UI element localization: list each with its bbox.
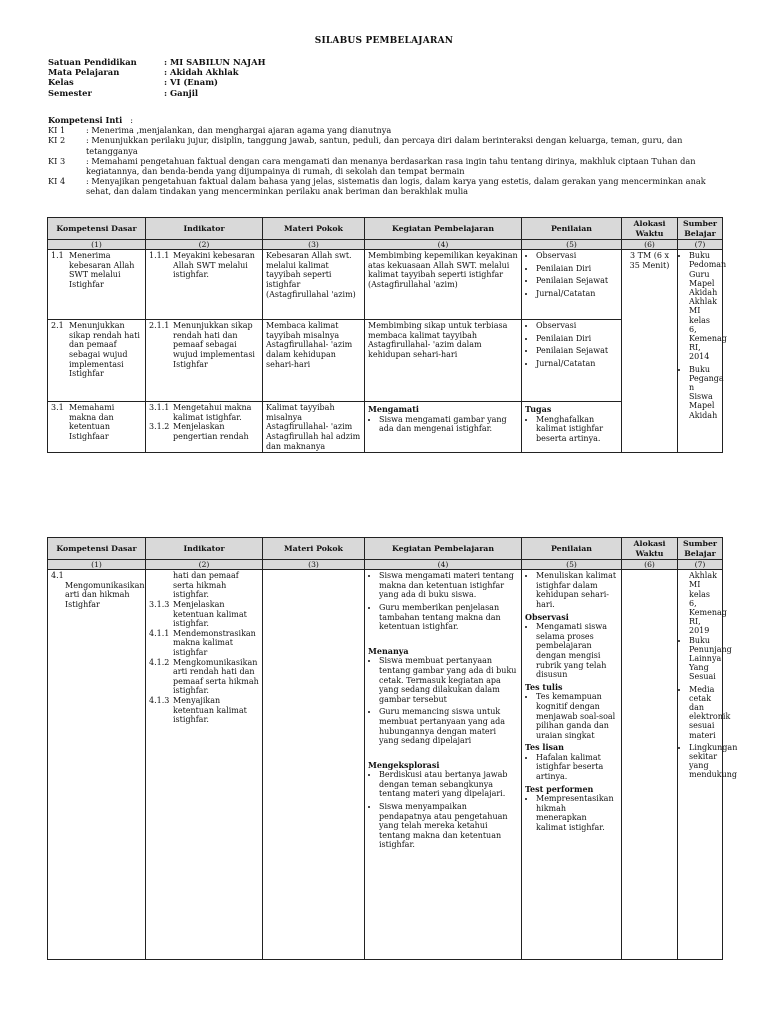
table-header-row: [48, 538, 723, 560]
penilaian-cell: [522, 570, 622, 960]
list-item: • Penilaian Diri: [536, 334, 618, 344]
meta-label: Satuan Pendidikan: [48, 57, 137, 67]
indikator-number: 1.1.1: [149, 251, 170, 261]
col-number: (5): [522, 240, 622, 250]
meta-value: : VI (Enam): [164, 77, 219, 88]
indikator-number: 4.1.3: [149, 695, 170, 705]
table-row: [48, 250, 723, 320]
list-item: • Mengamati siswa selama proses pembelajaran dengan mengisi rubrik yang telah disusun: [536, 622, 618, 680]
table-row: [48, 320, 723, 402]
ki-text: : Menyajikan pengetahuan faktual dalam bahasa yang jelas, sistematis dan logis, dalam karya yang estetis, dalam gerakan yang mencerminkan anak sehat, dan dalam tindakan yang mencerminkan perilaku anak beriman dan berakhlak mulia: [86, 176, 706, 197]
section-label: Test performen: [525, 783, 594, 794]
alokasi-cell: 3 TM (6 x 35 Menit): [622, 250, 678, 453]
list-item: • Jurnal/Catatan: [536, 289, 618, 299]
col-number: (7): [678, 560, 723, 570]
kd-number: 4.1: [51, 571, 64, 581]
indikator-text: Menjelaskan pengertian rendah: [173, 422, 249, 441]
indikator-number: 4.1.1: [149, 628, 170, 638]
ki-code: KI 4: [48, 176, 66, 187]
list-item: • Observasi: [536, 251, 618, 261]
header-penilaian: Penilaian: [522, 218, 622, 240]
list-item: • Siswa membuat pertanyaan tentang gambar yang ada di buku cetak. Termasuk kegiatan apa yang sedang dilakukan dalam gambar tersebut: [379, 656, 518, 704]
indikator-text: Mengkomunikasikan arti rendah hati dan pemaaf serta hikmah istighfar.: [173, 657, 259, 696]
list-item: • Lingkungan sekitar yang mendukung: [689, 743, 719, 780]
sumber-cell: [678, 250, 727, 453]
kd-text: Memahami makna dan ketentuan Istighfaar: [69, 403, 115, 441]
header-sumber: Sumber Belajar: [678, 538, 723, 560]
kegiatan-cell: [365, 402, 522, 453]
kd-text: Menerima kebesaran Allah SWT melalui Istighfar: [69, 251, 135, 289]
ki-item: [48, 156, 728, 176]
ki-item: [48, 125, 728, 135]
meta-label: Mata Pelajaran: [48, 67, 120, 78]
indikator-text: hati dan pemaaf serta hikmah istighfar.: [173, 571, 239, 600]
section-label: Observasi: [525, 611, 569, 622]
ki-text: : Memahami pengetahuan faktual dengan cara mengamati dan menanya berdasarkan rasa ingin tahu tentang dirinya, makhluk ciptaan Tuhan dan kegiatannya, dan benda-benda yang dijumpainya di rumah, di sekolah dan tempat bermain: [86, 155, 696, 177]
column-number-row: [48, 560, 723, 570]
ki-code: KI 1: [48, 125, 66, 136]
penilaian-cell: [522, 402, 622, 453]
indikator-text: Mengetahui makna kalimat istighfar.: [173, 403, 252, 422]
col-number: (1): [48, 240, 146, 250]
materi-cell: Kebesaran Allah swt. melalui kalimat tayyibah seperti istighfar (Astagfirullahal 'azim): [263, 250, 365, 320]
col-number: (4): [365, 240, 522, 250]
col-number: (1): [48, 560, 146, 570]
indikator-cell: [146, 402, 263, 453]
section-label: Tes tulis: [525, 681, 563, 692]
kd-text: Menunjukkan sikap rendah hati dan pemaaf sebagai wujud implementasi Istighfar: [69, 321, 140, 379]
header-materi-pokok: Materi Pokok: [263, 538, 365, 560]
list-item: • Guru memberikan penjelasan tambahan tentang makna dan ketentuan istighfar.: [379, 603, 518, 632]
kegiatan-cell: Membimbing kepemilikan keyakinan atas kekuasaan Allah SWT. melalui kalimat tayyibah seperti istighfar (Astagfirullahal 'azim): [365, 250, 522, 320]
list-item: • Penilaian Sejawat: [536, 276, 618, 286]
indikator-text: Meyakini kebesaran Allah SWT melalui istighfar.: [173, 251, 255, 280]
kd-cell: [48, 570, 146, 960]
kd-number: 3.1: [51, 403, 64, 413]
list-item: • Penilaian Sejawat: [536, 346, 618, 356]
col-number: (2): [146, 240, 263, 250]
column-number-row: [48, 240, 723, 250]
header-kompetensi-dasar: Kompetensi Dasar: [48, 218, 146, 240]
indikator-cell: [146, 320, 263, 402]
kd-text: Mengomunikasikan arti dan hikmah Istighfar: [65, 580, 145, 609]
list-item: • Hafalan kalimat istighfar beserta artinya.: [536, 753, 618, 782]
indikator-cell: [146, 250, 263, 320]
indikator-cell: [146, 570, 263, 960]
penilaian-cell: [522, 320, 622, 402]
section-label: Mengeksplorasi: [368, 759, 440, 770]
indikator-number: 3.1.1: [149, 403, 170, 413]
indikator-number: 2.1.1: [149, 321, 170, 331]
col-number: (6): [622, 240, 678, 250]
kompetensi-inti: [48, 115, 728, 197]
list-item: • Menghafalkan kalimat istighfar beserta artinya.: [536, 415, 618, 444]
indikator-number: 3.1.2: [149, 422, 170, 432]
kd-number: 1.1: [51, 251, 64, 261]
list-item: • Penilaian Diri: [536, 264, 618, 274]
header-sumber: Sumber Belajar: [678, 218, 723, 240]
header-indikator: Indikator: [146, 218, 263, 240]
section-label: Menanya: [368, 645, 409, 656]
meta-value: : MI SABILUN NAJAH: [164, 57, 266, 67]
section-label: Tugas: [525, 404, 552, 415]
table-header-row: [48, 218, 723, 240]
indikator-text: Menunjukkan sikap rendah hati dan pemaaf sebagai wujud implementasi Istighfar: [173, 321, 255, 369]
list-item: • Guru memancing siswa untuk membuat pertanyaan yang ada hubungannya dengan materi yang sedang dipelajari: [379, 707, 518, 745]
page-title: SILABUS PEMBELAJARAN: [314, 36, 454, 46]
ki-text: : Menunjukkan perilaku jujur, disiplin, tanggung jawab, santun, peduli, dan percaya diri dalam berinteraksi dengan keluarga, teman, guru, dan tetangganya: [86, 135, 683, 156]
penilaian-cell: [522, 250, 622, 320]
list-item: • Siswa mengamati materi tentang makna dan ketentuan istighfar yang ada di buku siswa.: [379, 571, 518, 600]
list-item: • Mempresentasikan hikmah menerapkan kalimat istighfar.: [536, 794, 618, 832]
indikator-number: 3.1.3: [149, 599, 170, 609]
indikator-text: Menyajikan ketentuan kalimat istighfar.: [173, 695, 247, 725]
col-number: (4): [365, 560, 522, 570]
table-row: [48, 402, 723, 453]
list-item: • Media cetak dan elektronik sesuai materi: [689, 685, 719, 740]
header-penilaian: Penilaian: [522, 538, 622, 560]
header-kompetensi-dasar: Kompetensi Dasar: [48, 538, 146, 560]
meta-value: : Akidah Akhlak: [164, 67, 239, 78]
ki-item: [48, 135, 728, 155]
document-meta: [48, 57, 266, 98]
sumber-text: Akhlak MI kelas 6, Kemenag RI, 2019: [689, 571, 727, 636]
alokasi-cell: [622, 570, 678, 960]
kd-cell: [48, 250, 146, 320]
materi-cell: [263, 570, 365, 960]
col-number: (5): [522, 560, 622, 570]
section-label: Mengamati: [368, 404, 419, 415]
ki-code: KI 3: [48, 155, 66, 166]
list-item: • Tes kemampuan kognitif dengan menjawab soal-soal pilihan ganda dan uraian singkat: [536, 692, 618, 740]
table-row: [48, 570, 723, 960]
ki-heading: Kompetensi Inti :: [48, 115, 133, 125]
materi-cell: Membaca kalimat tayyibah misalnya Astagfirullahal- 'azim dalam kehidupan sehari-hari: [263, 320, 365, 402]
kegiatan-cell: [365, 570, 522, 960]
col-number: (6): [622, 560, 678, 570]
col-number: (3): [263, 240, 365, 250]
header-materi-pokok: Materi Pokok: [263, 218, 365, 240]
kegiatan-cell: Membimbing sikap untuk terbiasa membaca kalimat tayyibah Astagfirullahal- 'azim dalam kehidupan sehari-hari: [365, 320, 522, 402]
list-item: • Siswa menyampaikan pendapatnya atau pengetahuan yang telah mereka ketahui tentang makna dan ketentuan istighfar.: [379, 802, 518, 850]
col-number: (7): [678, 240, 723, 250]
syllabus-table-1: [47, 217, 727, 453]
list-item: • Menuliskan kalimat istighfar dalam kehidupan sehari-hari.: [536, 571, 618, 609]
syllabus-table-2: [47, 537, 738, 960]
indikator-text: Mendemonstrasikan makna kalimat istighfar: [173, 628, 256, 657]
kd-cell: [48, 320, 146, 402]
indikator-number: 4.1.2: [149, 657, 170, 667]
meta-value: : Ganjil: [164, 87, 199, 98]
header-indikator: Indikator: [146, 538, 263, 560]
ki-item: [48, 176, 728, 196]
col-number: (2): [146, 560, 263, 570]
meta-row-semester: [48, 88, 266, 98]
list-item: • Berdiskusi atau bertanya jawab dengan teman sebangkunya tentang materi yang dipelajari.: [379, 770, 518, 799]
kd-cell: [48, 402, 146, 453]
ki-text: : Menerima ,menjalankan, dan menghargai ajaran agama yang dianutnya: [86, 125, 392, 136]
list-item: • Buku Pedoman Guru Mapel Akidah Akhlak MI kelas 6, Kemenag RI, 2014: [689, 251, 719, 361]
list-item: • Observasi: [536, 321, 618, 331]
kd-number: 2.1: [51, 321, 64, 331]
meta-label: Kelas: [48, 77, 74, 88]
meta-row-kelas: [48, 77, 266, 87]
meta-row-satuan: [48, 57, 266, 67]
materi-cell: Kalimat tayyibah misalnya Astagfirullahal- 'azim Astagfirullah hal adzim dan maknanya: [263, 402, 365, 453]
list-item: • Buku Penunjang Lainnya Yang Sesuai: [689, 636, 719, 682]
section-label: Tes lisan: [525, 742, 564, 753]
list-item: • Siswa mengamati gambar yang ada dan mengenai istighfar.: [379, 415, 518, 434]
meta-row-mapel: [48, 67, 266, 77]
header-alokasi: Alokasi Waktu: [622, 538, 678, 560]
col-number: (3): [263, 560, 365, 570]
meta-label: Semester: [48, 87, 92, 98]
ki-code: KI 2: [48, 135, 66, 146]
header-alokasi: Alokasi Waktu: [622, 218, 678, 240]
list-item: • Buku Peganga n Siswa Mapel Akidah: [689, 365, 719, 420]
header-kegiatan: Kegiatan Pembelajaran: [365, 218, 522, 240]
sumber-cell: [678, 570, 738, 960]
list-item: • Jurnal/Catatan: [536, 359, 618, 369]
header-kegiatan: Kegiatan Pembelajaran: [365, 538, 522, 560]
indikator-text: Menjelaskan ketentuan kalimat istighfar.: [173, 599, 247, 629]
